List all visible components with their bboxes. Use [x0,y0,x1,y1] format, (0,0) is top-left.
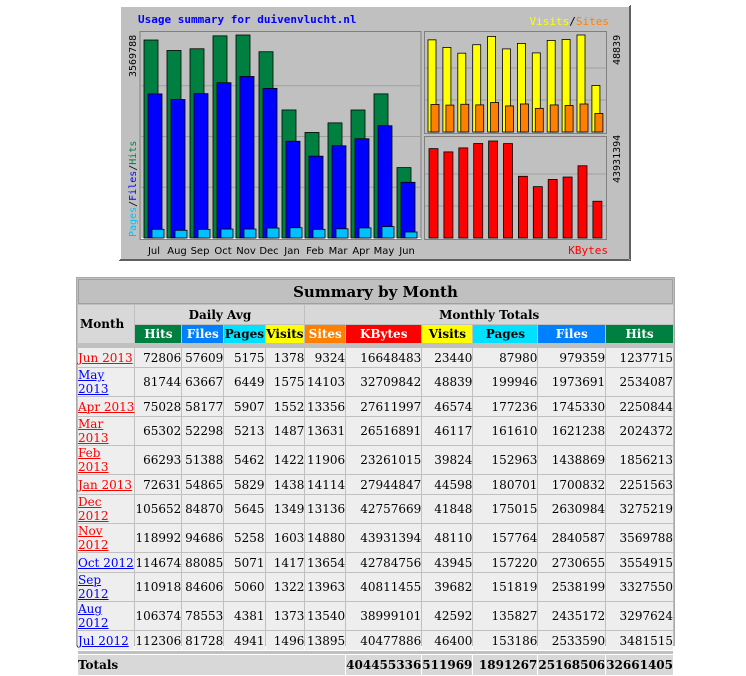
pages-bar [290,228,302,238]
month-label: Apr [352,246,370,257]
kbytes-bar [518,176,527,238]
cell-kbytes: 27611997 [346,397,421,416]
col-daily-files: Files [182,325,223,343]
cell-d-visits: 1378 [266,348,305,367]
totals-row [78,655,673,675]
month-link[interactable]: Oct 2012 [78,555,134,570]
month-label: Nov [236,246,256,257]
cell-d-files: 78553 [182,602,223,630]
cell-files: 2840587 [538,524,605,552]
cell-d-files: 94686 [182,524,223,552]
summary-table [77,278,674,676]
cell-d-pages: 4941 [224,631,264,650]
spacer-bottom [78,651,673,654]
month-cell [78,397,134,416]
cell-d-pages: 5645 [224,495,264,523]
cell-d-pages: 5060 [224,573,264,601]
cell-d-hits: 112306 [135,631,181,650]
month-label: Feb [306,246,324,257]
month-label: Dec [259,246,279,257]
cell-d-hits: 118992 [135,524,181,552]
cell-d-hits: 110918 [135,573,181,601]
cell-kbytes: 40477886 [346,631,421,650]
totals-visits: 511969 [422,655,472,675]
files-bar [309,156,323,238]
cell-pages: 153186 [473,631,537,650]
kbytes-bar [563,177,572,238]
cell-hits: 3554915 [606,553,673,572]
cell-files: 1973691 [538,368,605,396]
month-link[interactable]: Jul 2012 [78,633,129,648]
cell-d-files: 58177 [182,397,223,416]
cell-d-visits: 1603 [266,524,305,552]
right-top-scale: 48839 [612,34,623,65]
cell-hits: 2250844 [606,397,673,416]
pages-bar [221,229,233,238]
daily-avg-header: Daily Avg [135,305,304,324]
cell-hits: 2534087 [606,368,673,396]
month-cell [78,602,134,630]
cell-kbytes: 16648483 [346,348,421,367]
cell-d-hits: 66293 [135,446,181,474]
cell-visits: 39682 [422,573,472,601]
cell-pages: 161610 [473,417,537,445]
cell-pages: 199946 [473,368,537,396]
month-link[interactable]: Nov 2012 [78,524,109,552]
kbytes-bar [489,141,498,238]
summary-by-month [76,277,675,672]
cell-d-hits: 81744 [135,368,181,396]
cell-sites: 14103 [305,368,345,396]
kbytes-bar [593,201,602,238]
files-bar [171,100,185,238]
month-label: Jan [284,246,300,257]
cell-files: 1438869 [538,446,605,474]
col-pages: Pages [473,325,537,343]
totals-label: Totals [78,655,345,675]
left-axis-files: Files [128,170,139,201]
col-sites: Sites [305,325,345,343]
cell-d-hits: 106374 [135,602,181,630]
cell-sites: 9324 [305,348,345,367]
cell-d-pages: 5829 [224,475,264,494]
cell-sites: 13963 [305,573,345,601]
table-row [78,348,673,367]
cell-d-pages: 5462 [224,446,264,474]
table-row [78,495,673,523]
cell-sites: 13136 [305,495,345,523]
month-cell [78,446,134,474]
cell-d-pages: 5071 [224,553,264,572]
sites-bar [550,105,558,132]
totals-hits: 32661405 [606,655,673,675]
cell-hits: 3569788 [606,524,673,552]
right-bottom-scale: 43931394 [612,134,623,183]
cell-sites: 13895 [305,631,345,650]
month-label: Jun [399,246,415,257]
month-link[interactable]: May 2013 [78,368,109,396]
month-cell [78,573,134,601]
col-daily-pages: Pages [224,327,264,341]
month-header: Month [78,305,134,343]
cell-visits: 39824 [422,446,472,474]
cell-d-hits: 75028 [135,397,181,416]
left-axis-hits: Hits [128,140,139,165]
cell-kbytes: 42757669 [346,495,421,523]
cell-files: 2630984 [538,495,605,523]
cell-d-visits: 1422 [266,446,305,474]
sites-bar [580,104,588,132]
cell-pages: 87980 [473,348,537,367]
cell-files: 1700832 [538,475,605,494]
cell-pages: 180701 [473,475,537,494]
legend-visits: Visits [529,15,570,28]
pages-bar [244,229,256,238]
cell-hits: 3297624 [606,602,673,630]
month-link[interactable]: Dec 2012 [78,495,109,523]
cell-d-pages: 5213 [224,417,264,445]
legend-sites: Sites [575,15,609,28]
cell-pages: 152963 [473,446,537,474]
cell-d-visits: 1487 [266,417,305,445]
files-bar [148,94,162,238]
cell-d-pages: 6449 [224,368,264,396]
cell-pages: 157764 [473,524,537,552]
usage-graph [119,5,631,261]
month-link[interactable]: Jan 2013 [78,477,133,492]
cell-files: 2538199 [538,573,605,601]
table-row [78,573,673,601]
cell-hits: 1856213 [606,446,673,474]
table-row [78,475,673,494]
cell-d-files: 51388 [182,446,223,474]
month-label: Jul [147,246,161,257]
sites-bar [565,105,573,132]
kbytes-bar [444,152,453,238]
left-axis-slash-2: / [128,164,139,171]
cell-kbytes: 43931394 [346,524,421,552]
graph-title: Usage summary for duivenvlucht.nl [138,13,357,26]
cell-d-pages: 5175 [224,348,264,367]
totals-pages: 1891267 [473,655,537,675]
table-row [78,631,673,650]
sites-bar [535,108,543,132]
cell-kbytes: 23261015 [346,446,421,474]
table-row [78,553,673,572]
month-label: May [373,246,395,257]
cell-sites: 11906 [305,446,345,474]
month-link[interactable]: Sep 2012 [78,573,109,601]
pages-bar [336,229,348,238]
col-kbytes: KBytes [346,325,421,343]
files-bar [378,126,392,238]
cell-sites: 13654 [305,553,345,572]
cell-d-files: 88085 [182,553,223,572]
col-visits: Visits [422,325,472,343]
cell-visits: 23440 [422,348,472,367]
cell-visits: 43945 [422,553,472,572]
cell-pages: 157220 [473,553,537,572]
files-bar [401,182,415,238]
cell-visits: 42592 [422,602,472,630]
monthly-totals-header: Monthly Totals [305,305,673,324]
cell-d-files: 57609 [182,348,223,367]
kbytes-bar [474,144,483,238]
cell-kbytes: 32709842 [346,368,421,396]
cell-d-visits: 1438 [266,475,305,494]
cell-sites: 13631 [305,417,345,445]
table-row [78,397,673,416]
month-cell [78,368,134,396]
cell-hits: 3327550 [606,573,673,601]
table-row [78,524,673,552]
cell-d-hits: 65302 [135,417,181,445]
cell-d-visits: 1552 [266,397,305,416]
month-label: Mar [328,246,348,257]
cell-hits: 1237715 [606,348,673,367]
totals-files: 25168506 [538,655,605,675]
files-bar [194,94,208,238]
col-files: Files [538,325,605,343]
month-link[interactable]: Jun 2013 [78,350,133,365]
cell-files: 1745330 [538,397,605,416]
cell-d-pages: 5258 [224,524,264,552]
month-label: Aug [167,246,187,257]
files-bar [240,76,254,238]
cell-d-visits: 1417 [266,553,305,572]
month-link[interactable]: Mar 2013 [78,417,109,445]
sites-bar [446,105,454,132]
table-row [78,446,673,474]
cell-sites: 14114 [305,475,345,494]
month-cell [78,553,134,572]
kbytes-bar [429,149,438,238]
files-bar [332,146,346,238]
cell-kbytes: 26516891 [346,417,421,445]
left-scale-max: 3569788 [128,34,139,77]
cell-d-files: 84606 [182,573,223,601]
cell-d-files: 52298 [182,417,223,445]
cell-d-visits: 1496 [266,631,305,650]
cell-pages: 151819 [473,573,537,601]
pages-bar [175,230,187,238]
cell-d-visits: 1575 [266,368,305,396]
cell-visits: 48839 [422,368,472,396]
files-bar [286,141,300,238]
totals-kbytes: 404455336 [346,655,421,675]
left-axis-label [128,141,139,237]
cell-visits: 48110 [422,524,472,552]
kbytes-bar [459,148,468,238]
cell-d-visits: 1349 [266,495,305,523]
pages-bar [359,228,371,238]
kbytes-bar [533,187,542,238]
kbytes-bar [578,166,587,238]
cell-d-files: 54865 [182,475,223,494]
pages-bar [313,229,325,238]
col-daily-hits: Hits [135,325,181,343]
sites-bar [476,105,484,132]
sites-bar [595,113,603,132]
cell-d-visits: 1322 [266,573,305,601]
month-link[interactable]: Aug 2012 [78,602,109,630]
cell-visits: 46117 [422,417,472,445]
cell-d-hits: 72806 [135,348,181,367]
sites-bar [461,104,469,132]
cell-kbytes: 38999101 [346,602,421,630]
cell-d-pages: 5907 [224,397,264,416]
table-row [78,368,673,396]
cell-visits: 44598 [422,475,472,494]
cell-d-hits: 105652 [135,495,181,523]
sites-bar [506,106,514,132]
month-label: Sep [190,246,210,257]
left-axis-pages: Pages [128,206,139,237]
files-bar [263,88,277,238]
cell-kbytes: 42784756 [346,553,421,572]
cell-files: 2730655 [538,553,605,572]
month-cell [78,475,134,494]
sites-bar [491,102,499,132]
month-cell [78,524,134,552]
cell-sites: 13356 [305,397,345,416]
files-bar [217,83,231,238]
cell-files: 979359 [538,348,605,367]
month-label: Oct [214,246,232,257]
month-link[interactable]: Feb 2013 [78,446,109,474]
cell-d-files: 84870 [182,495,223,523]
cell-d-hits: 114674 [135,553,181,572]
month-cell [78,348,134,367]
table-row [78,417,673,445]
cell-pages: 135827 [473,602,537,630]
cell-sites: 13540 [305,602,345,630]
summary-rows [78,348,673,650]
kbytes-bar [548,179,557,238]
cell-sites: 14880 [305,524,345,552]
month-link[interactable]: Apr 2013 [78,399,135,414]
left-axis-slash-1: / [128,200,139,207]
kbytes-bar [504,144,513,238]
cell-pages: 175015 [473,495,537,523]
summary-caption: Summary by Month [78,279,673,304]
pages-bar [267,228,279,238]
legend-visits-sites [530,15,610,28]
cell-visits: 41848 [422,495,472,523]
usage-chart [119,5,631,261]
cell-d-pages: 4381 [224,602,264,630]
files-bar [355,139,369,238]
cell-kbytes: 40811455 [346,573,421,601]
cell-d-files: 81728 [182,631,223,650]
cell-hits: 3481515 [606,631,673,650]
spacer-top [78,344,673,347]
table-row [78,602,673,630]
month-cell [78,417,134,445]
cell-pages: 177236 [473,397,537,416]
cell-hits: 3275219 [606,495,673,523]
col-daily-visits: Visits [266,327,304,341]
pages-bar [152,229,164,238]
cell-hits: 2024372 [606,417,673,445]
cell-files: 1621238 [538,417,605,445]
sites-bar [431,104,439,132]
cell-files: 2435172 [538,602,605,630]
cell-d-hits: 72631 [135,475,181,494]
legend-slash: / [569,15,576,28]
cell-d-visits: 1373 [266,602,305,630]
cell-kbytes: 27944847 [346,475,421,494]
sites-bar [520,104,528,132]
cell-visits: 46400 [422,631,472,650]
kbytes-label: KBytes [568,244,608,257]
cell-hits: 2251563 [606,475,673,494]
cell-visits: 46574 [422,397,472,416]
month-cell [78,631,134,650]
month-cell [78,495,134,523]
pages-bar [382,227,394,238]
pages-bar [198,229,210,238]
cell-d-files: 63667 [182,368,223,396]
pages-bar [405,232,417,238]
col-hits: Hits [606,325,673,343]
cell-files: 2533590 [538,631,605,650]
